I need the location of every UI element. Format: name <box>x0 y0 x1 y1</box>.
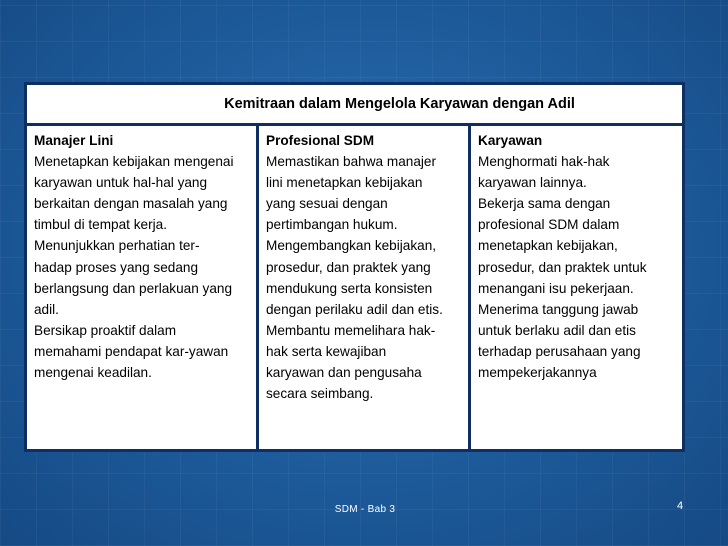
column-title: Manajer Lini <box>34 133 114 148</box>
column-line: karyawan untuk hal-hal yang <box>34 175 208 191</box>
column-line: pertimbangan hukum. <box>266 217 398 233</box>
column-line: Menetapkan kebijakan mengenai <box>34 154 234 170</box>
page-number: 4 <box>676 500 684 512</box>
column-line: secara seimbang. <box>266 386 374 402</box>
column-line: profesional SDM dalam <box>478 217 620 233</box>
column-line: Memastikan bahwa manajer <box>266 154 437 170</box>
column-line: prosedur, dan praktek untuk <box>478 259 647 275</box>
table-title: Kemitraan dalam Mengelola Karyawan dengan Adil <box>27 85 682 123</box>
column-line: Membantu memelihara hak- <box>266 322 436 338</box>
column-line: adil. <box>34 301 59 317</box>
column-line: untuk berlaku adil dan etis <box>478 322 636 338</box>
column-line: mempekerjakannya <box>478 365 597 381</box>
column-line: hak serta kewajiban <box>266 343 387 359</box>
partnership-table <box>24 82 685 452</box>
column-line: memahami pendapat kar-yawan <box>34 343 229 359</box>
slide-footer: SDM - Bab 3 <box>334 504 396 515</box>
column-line: mengenai keadilan. <box>34 365 152 381</box>
column-employee <box>471 126 682 449</box>
column-line: berlangsung dan perlakuan yang <box>34 280 233 296</box>
column-hr-professional <box>259 126 468 449</box>
column-line: terhadap perusahaan yang <box>478 343 641 359</box>
column-line: Bersikap proaktif dalam <box>34 322 177 338</box>
column-line: dengan perilaku adil dan etis. <box>266 301 443 317</box>
column-line: menangani isu pekerjaan. <box>478 280 634 296</box>
column-line: Mengembangkan kebijakan, <box>266 238 437 254</box>
column-title: Profesional SDM <box>266 133 375 148</box>
column-line: Menunjukkan perhatian ter- <box>34 238 200 254</box>
column-line: timbul di tempat kerja. <box>34 217 167 233</box>
column-line: mendukung serta konsisten <box>266 280 433 296</box>
column-line: yang sesuai dengan <box>266 196 388 212</box>
column-line: prosedur, dan praktek yang <box>266 259 431 275</box>
column-line: karyawan dan pengusaha <box>266 365 422 381</box>
column-line: Bekerja sama dengan <box>478 196 611 212</box>
column-line: menetapkan kebijakan, <box>478 238 618 254</box>
column-line: berkaitan dengan masalah yang <box>34 196 228 212</box>
column-title: Karyawan <box>478 133 543 148</box>
column-line: hadap proses yang sedang <box>34 259 199 275</box>
column-line-manager <box>27 126 256 449</box>
column-line: Menghormati hak-hak <box>478 154 610 170</box>
column-line: karyawan lainnya. <box>478 175 587 191</box>
column-line: lini menetapkan kebijakan <box>266 175 423 191</box>
column-line: Menerima tanggung jawab <box>478 301 639 317</box>
